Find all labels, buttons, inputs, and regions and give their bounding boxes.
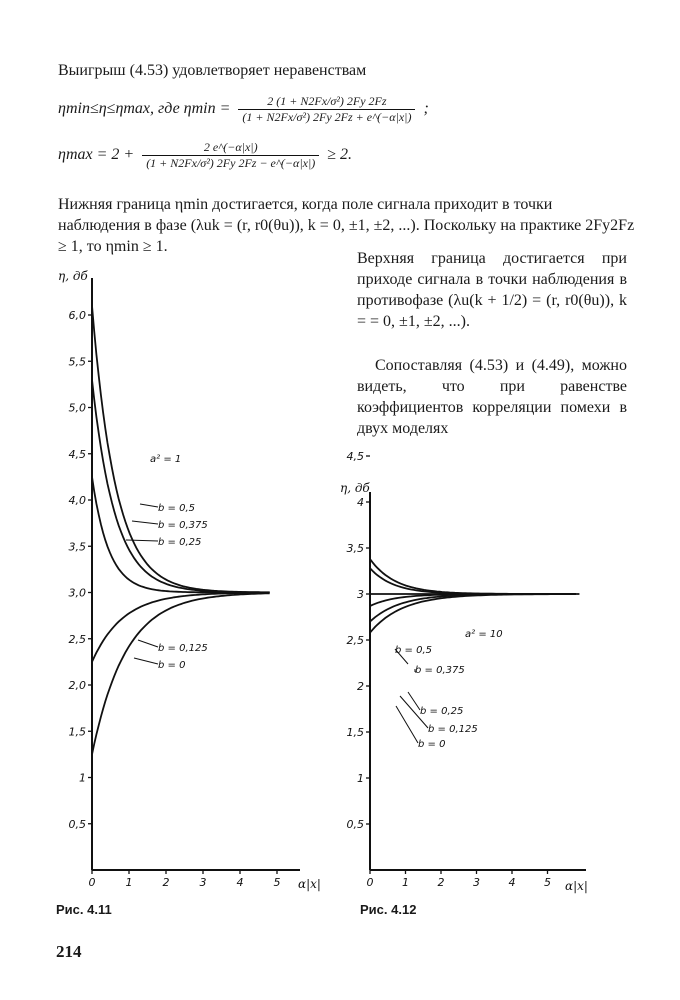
paragraph-lower-bound: Нижняя граница ηmin достигается, когда поле сигнала приходит в точки наблюдения в фазе (λuk = (r, r0(θu)), k = 0, ±1, ±2, ...). Поскольку на практике 2Fy2Fz ≥ 1, то ηmin ≥ 1. xyxy=(58,196,635,255)
series-curve xyxy=(370,559,576,594)
series-curve xyxy=(370,594,576,633)
y-tick-label: 4,0 xyxy=(68,494,86,507)
y-tick-label: 5,5 xyxy=(68,355,86,369)
y-tick-label: 1 xyxy=(79,771,86,785)
y-tick-label: 2,5 xyxy=(346,634,364,647)
y-tick-label: 2 xyxy=(357,680,364,693)
series-label-pointer xyxy=(138,640,158,647)
series-label: b = 0,5 xyxy=(158,503,195,514)
formula2-left: ηmax = 2 + xyxy=(58,146,135,164)
y-tick-label: 3,0 xyxy=(68,586,86,600)
chart-fig-4-12 xyxy=(340,450,588,893)
y-tick-label: 3,5 xyxy=(346,542,364,555)
y-tick-label: 0,5 xyxy=(346,818,364,831)
page-number: 214 xyxy=(56,942,82,961)
caption-fig-4-12: Рис. 4.12 xyxy=(360,902,417,917)
series-label: b = 0 xyxy=(158,660,186,671)
x-tick-label: 1 xyxy=(402,876,409,889)
formula1-numerator: 2 (1 + N2Fx/σ²) 2Fy 2Fz xyxy=(238,94,415,110)
series-label: b = 0,5 xyxy=(395,645,432,656)
series-curve xyxy=(92,380,270,593)
x-tick-label: 0 xyxy=(88,876,96,889)
y-tick-label: 1,5 xyxy=(68,725,86,739)
series-label: b = 0,375 xyxy=(158,520,208,531)
series-label: b = 0,125 xyxy=(428,724,478,735)
x-tick-label: 1 xyxy=(125,876,133,889)
x-axis-label: α|x| xyxy=(298,877,321,891)
series-curve xyxy=(92,306,270,593)
x-tick-label: 2 xyxy=(437,876,445,889)
x-tick-label: 4 xyxy=(236,876,244,889)
series-label: b = 0,25 xyxy=(420,706,464,717)
y-tick-label: 0,5 xyxy=(68,817,86,831)
y-tick-label: 4 xyxy=(357,496,364,509)
series-curve xyxy=(92,477,270,593)
x-axis-label: α|x| xyxy=(565,879,588,893)
series-label: b = 0,375 xyxy=(415,665,465,676)
series-curve xyxy=(370,568,576,594)
y-tick-label: 3 xyxy=(357,588,364,601)
caption-fig-4-11: Рис. 4.11 xyxy=(56,902,112,917)
series-label-pointer xyxy=(132,521,158,524)
y-tick-label: 3,5 xyxy=(68,540,86,554)
y-tick-label: 4,5 xyxy=(346,450,364,463)
y-tick-label: 4,5 xyxy=(68,447,86,461)
x-tick-label: 2 xyxy=(162,876,170,889)
y-tick-label: 2,5 xyxy=(68,632,86,646)
series-label-pointer xyxy=(140,504,158,507)
y-axis-label: η, дб xyxy=(58,269,88,283)
formula1-denominator: (1 + N2Fx/σ²) 2Fy 2Fz + e^(−α|x|) xyxy=(242,110,412,124)
series-label-pointer xyxy=(396,706,418,743)
formula1-left: ηmin≤η≤ηmax, где ηmin = xyxy=(58,100,231,118)
x-tick-label: 0 xyxy=(366,876,374,889)
chart-annotation: a² = 10 xyxy=(465,629,503,640)
x-tick-label: 3 xyxy=(199,876,207,889)
chart-fig-4-11 xyxy=(58,269,321,891)
x-tick-label: 4 xyxy=(508,876,516,889)
y-tick-label: 6,0 xyxy=(68,309,86,322)
series-curve xyxy=(92,593,270,754)
y-tick-label: 1,5 xyxy=(346,726,364,739)
formula2-end: ≥ 2. xyxy=(327,146,353,164)
series-label: b = 0,125 xyxy=(158,643,208,654)
intro-line: Выигрыш (4.53) удовлетворяет неравенствам xyxy=(58,62,367,79)
y-tick-label: 2,0 xyxy=(68,679,86,692)
x-tick-label: 3 xyxy=(473,876,480,889)
x-tick-label: 5 xyxy=(544,876,551,889)
paragraph-upper-bound: Верхняя граница достигается при приходе сигнала в точки наблюдения в противофазе (λu(k + 1/2) = (r, r0(θu)), k = = 0, ±1, ±2, ...). xyxy=(357,250,627,330)
paragraph-comparison: Сопоставляя (4.53) и (4.49), можно видеть, что при равенстве коэффициентов корреляции помехи в двух моделях xyxy=(357,357,627,437)
series-label: b = 0 xyxy=(418,739,446,750)
x-tick-label: 5 xyxy=(273,876,281,889)
y-tick-label: 1 xyxy=(357,772,364,785)
formula1-end: ; xyxy=(423,100,429,118)
series-label-pointer xyxy=(126,540,158,541)
series-label: b = 0,25 xyxy=(158,537,202,548)
formula2-numerator: 2 e^(−α|x|) xyxy=(142,140,319,156)
formula2-denominator: (1 + N2Fx/σ²) 2Fy 2Fz − e^(−α|x|) xyxy=(146,156,316,170)
series-label-pointer xyxy=(134,658,158,664)
y-axis-label: η, дб xyxy=(340,481,370,495)
chart-annotation: a² = 1 xyxy=(150,454,182,465)
y-tick-label: 5,0 xyxy=(68,401,86,415)
